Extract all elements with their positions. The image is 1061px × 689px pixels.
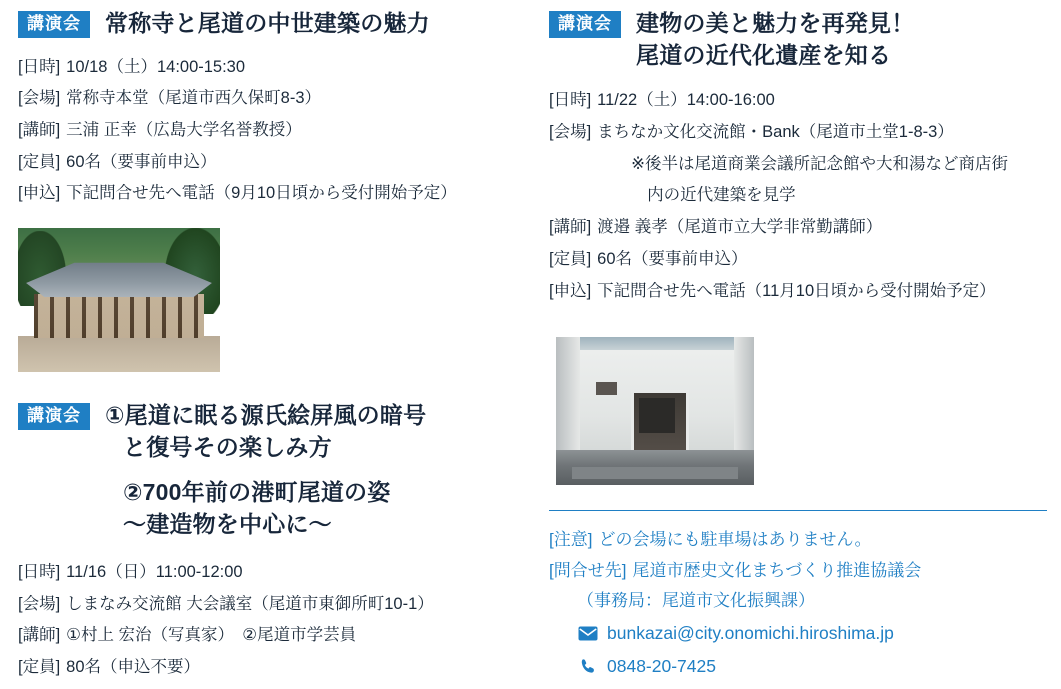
detail-label: [会場]: [18, 594, 61, 613]
phone-icon: [577, 658, 599, 676]
detail-label: [定員]: [549, 249, 592, 268]
section-2-title-line-2: と復号その楽しみ方: [123, 433, 332, 460]
detail-value: 11/16（日）11:00-12:00: [66, 562, 243, 581]
photo-wall-right: [734, 337, 754, 452]
detail-value: 三浦 正幸（広島大学名誉教授）: [66, 121, 302, 140]
detail-value: しまなみ交流館 大会議室（尾道市東御所町10-1）: [66, 594, 434, 613]
contact-label: [問合せ先]: [549, 560, 627, 580]
photo-sign: [596, 382, 618, 395]
contact-line: [549, 556, 1047, 587]
bank-building-photo: [556, 337, 754, 485]
detail-row: [549, 244, 1049, 276]
detail-row: [18, 147, 528, 179]
section-2-title-line-1: ①尾道に眠る源氏絵屏風の暗号: [105, 402, 427, 428]
photo-sky: [556, 337, 754, 350]
section-3-badge: 講演会: [549, 11, 621, 38]
detail-label: [会場]: [549, 123, 592, 142]
detail-label: [日時]: [18, 57, 61, 76]
section-3-details: [549, 85, 1049, 307]
detail-value-group: [597, 117, 1049, 212]
lecture-section-2: [18, 400, 528, 684]
section-1-badge: 講演会: [18, 11, 90, 38]
caution-line: [549, 525, 1047, 556]
detail-row: [18, 589, 528, 621]
section-1-title: [105, 8, 430, 40]
detail-value: 80名（申込不要）: [66, 657, 201, 676]
photo-building-pillars: [34, 294, 204, 337]
caution-text: どの会場にも駐車場はありません。: [598, 530, 872, 549]
detail-label: [日時]: [18, 562, 61, 581]
detail-label: [講師]: [18, 626, 61, 645]
section-3-title: [636, 8, 914, 71]
section-2-title-line-3: ②700年前の港町尾道の姿: [123, 479, 391, 506]
email-address[interactable]: bunkazai@city.onomichi.hiroshima.jp: [607, 622, 894, 643]
detail-row: [18, 178, 528, 210]
detail-value-note-2: 内の近代建築を見学: [647, 186, 796, 205]
caution-label: [注意]: [549, 530, 593, 549]
detail-row: [18, 652, 528, 684]
detail-value: 10/18（土）14:00-15:30: [66, 57, 246, 76]
lecture-section-1: [18, 8, 528, 372]
detail-label: [日時]: [549, 91, 592, 110]
detail-row: [18, 115, 528, 147]
detail-label: [定員]: [18, 657, 61, 676]
contact-subtext: （事務局：尾道市文化振興課）: [577, 591, 815, 611]
detail-value: まちなか文化交流館・Bank（尾道市土堂1-8-3）: [597, 123, 954, 142]
divider: [549, 510, 1047, 511]
detail-row: [549, 276, 1049, 308]
detail-label: [講師]: [549, 218, 592, 237]
detail-row: [549, 117, 1049, 212]
detail-row: [18, 620, 528, 652]
detail-value: 常称寺本堂（尾道市西久保町8-3）: [66, 89, 322, 108]
detail-row: [18, 83, 528, 115]
detail-row: [549, 212, 1049, 244]
section-1-details: [18, 52, 528, 210]
photo-step-edge: [572, 467, 738, 479]
email-row[interactable]: [549, 617, 1047, 650]
phone-row[interactable]: [549, 650, 1047, 683]
detail-label: [申込]: [549, 281, 592, 300]
section-3-title-line-2: 尾道の近代化遺産を知る: [636, 41, 892, 68]
section-2-badge: 講演会: [18, 403, 90, 430]
detail-row: [18, 52, 528, 84]
phone-number[interactable]: 0848-20-7425: [607, 656, 716, 677]
detail-value: 60名（要事前申込）: [66, 152, 217, 171]
mail-icon: [577, 624, 599, 642]
lecture-section-3: [549, 8, 1049, 485]
detail-label: [会場]: [18, 89, 61, 108]
section-2-details: [18, 557, 528, 684]
contact-text: 尾道市歴史文化まちづくり推進協議会: [632, 560, 922, 580]
temple-photo: [18, 228, 220, 372]
detail-row: [549, 85, 1049, 117]
section-2-header: [18, 400, 528, 541]
detail-value: ①村上 宏治（写真家） ②尾道市学芸員: [66, 626, 357, 645]
photo-wall-left: [556, 337, 580, 452]
detail-label: [申込]: [18, 184, 61, 203]
section-1-header: [18, 8, 528, 40]
detail-value: 11/22（土）14:00-16:00: [597, 91, 775, 110]
detail-label: [講師]: [18, 121, 61, 140]
detail-row: [18, 557, 528, 589]
photo-ground: [18, 336, 220, 372]
notice-block: [549, 510, 1047, 683]
detail-value: 渡邉 義孝（尾道市立大学非常勤講師）: [597, 218, 883, 237]
detail-value: 下記問合せ先へ電話（9月10日頃から受付開始予定）: [66, 184, 457, 203]
section-3-header: [549, 8, 1049, 71]
detail-value: 60名（要事前申込）: [597, 249, 748, 268]
photo-door-glass: [639, 398, 675, 434]
section-2-title: [105, 400, 426, 541]
section-3-title-line-1: 建物の美と魅力を再発見！: [636, 10, 915, 36]
section-1-title-line-1: 常称寺と尾道の中世建築の魅力: [105, 10, 430, 36]
detail-value: 下記問合せ先へ電話（11月10日頃から受付開始予定）: [597, 281, 996, 300]
detail-value-note-1: ※後半は尾道商業会議所記念館や大和湯など商店街: [631, 154, 1008, 173]
section-2-title-line-4: 〜建造物を中心に〜: [123, 511, 332, 538]
detail-label: [定員]: [18, 152, 61, 171]
